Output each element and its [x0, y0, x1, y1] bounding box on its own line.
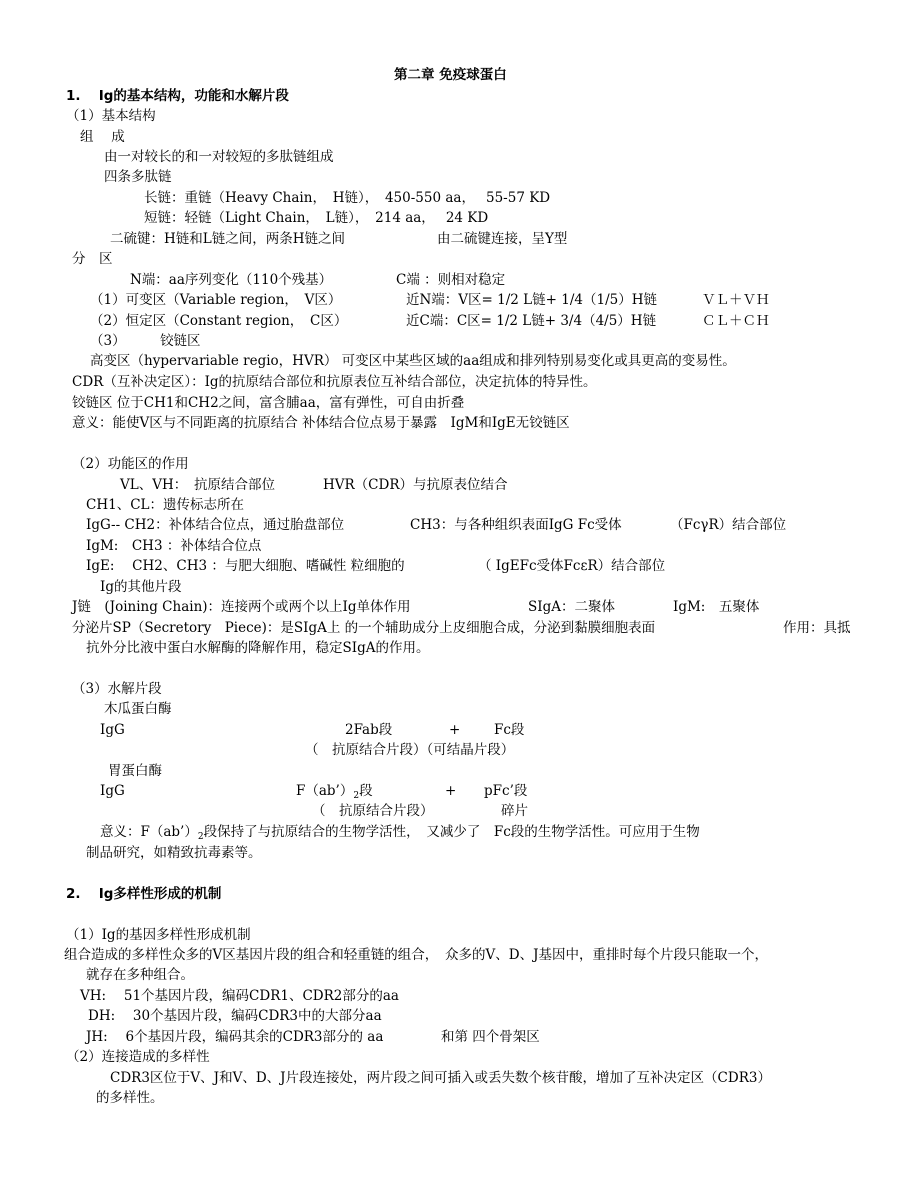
- pfc-fragment: pFc’段: [484, 783, 528, 799]
- hinge-description: 铰链区 位于CH1和CH2之间，富含脯aa，富有弹性，可自由折叠: [72, 395, 465, 411]
- papain-fragments-desc: （ 抗原结合片段）（可结晶片段）: [305, 742, 515, 758]
- composition-text: 由一对较长的和一对较短的多肽链组成: [104, 149, 334, 165]
- regions-label: 分 区: [72, 251, 113, 267]
- cdr-text: CDR（互补决定区）：Ig的抗原结合部位和抗原表位互补结合部位，决定抗体的特异性。: [72, 374, 597, 390]
- hinge-region-label: 铰链区: [160, 333, 201, 349]
- j-chain-text: J链 (Joining Chain)：连接两个或两个以上Ig单体作用: [72, 599, 411, 615]
- plus-sign: +: [449, 722, 461, 738]
- variable-region-label: （1）可变区（Variable region， V区）: [90, 292, 342, 308]
- variable-region-domains: ＶＬ＋ＶＨ: [702, 292, 770, 308]
- secretory-piece-text: 分泌片SP（Secretory Piece)：是SIgA上 的一个辅助成分上皮细胞合成，分泌到黏膜细胞表面: [72, 620, 656, 636]
- igm-ch3-text: IgM: CH3 ：补体结合位点: [86, 538, 262, 554]
- secretory-piece-function: 作用：具抵: [783, 620, 851, 636]
- other-fragments-label: Ig的其他片段: [100, 579, 182, 595]
- fab2-prefix: F（ab’）: [296, 783, 354, 799]
- combinatorial-diversity-continued: 就存在多种组合。: [86, 967, 194, 983]
- disulfide-line: 二硫键：H链和L链之间，两条H链之间: [110, 231, 346, 247]
- plus-sign: +: [445, 783, 457, 799]
- dh-gene-text: DH: 30个基因片段，编码CDR3中的大部分aa: [88, 1008, 382, 1024]
- fab2-suffix: 段: [359, 783, 373, 799]
- four-chains-label: 四条多肽链: [104, 169, 172, 185]
- hydrolysis-heading: （3）水解片段: [72, 681, 162, 697]
- constant-region-domains: ＣＬ＋ＣＨ: [702, 313, 770, 329]
- fragment-label: 碎片: [501, 803, 528, 819]
- secretory-piece-continued: 抗外分比液中蛋白水解酶的降解作用，稳定SIgA的作用。: [86, 640, 430, 656]
- n-terminal-text: N端：aa序列变化（110个残基）: [130, 272, 333, 288]
- functional-region-heading: （2）功能区的作用: [72, 456, 189, 472]
- papain-label: 木瓜蛋白酶: [104, 701, 172, 717]
- page-title: 第二章 免疫球蛋白: [394, 67, 507, 83]
- ige-receptor-text: （ IgEFc受体FcεR）结合部位: [478, 558, 666, 574]
- meaning-subscript: 2: [197, 832, 204, 842]
- hvr-binding-text: HVR（CDR）与抗原表位结合: [323, 477, 508, 493]
- long-chain-line: 长链：重链（Heavy Chain， H链）， 450-550 aa， 55-57 KD: [144, 190, 551, 206]
- igg-fcr-text: （FcγR）结合部位: [670, 517, 787, 533]
- igg-ch3-text: CH3：与各种组织表面IgG Fc受体: [410, 517, 622, 533]
- ige-text: IgE: CH2、CH3 ：与肥大细胞、嗜碱性 粒细胞的: [86, 558, 405, 574]
- hypervariable-region-text: 高变区（hypervariable regio，HVR） 可变区中某些区域的aa组成和排列特别易变化或具更高的变易性。: [90, 353, 736, 369]
- junctional-diversity-heading: （2）连接造成的多样性: [66, 1049, 210, 1065]
- meaning-suffix: 段保持了与抗原结合的生物学活性， 又减少了 Fc段的生物学活性。可应用于生物: [203, 824, 700, 840]
- jh-framework-text: 和第 四个骨架区: [441, 1029, 540, 1045]
- meaning-prefix: 意义：F（ab’）: [100, 824, 198, 840]
- vh-gene-text: VH: 51个基因片段，编码CDR1、CDR2部分的aa: [80, 988, 399, 1004]
- cdr3-junction-text: CDR3区位于V、J和V、D、J片段连接处，两片段之间可插入或丢失数个核苷酸，增加了互补决定区（CDR3）: [110, 1070, 771, 1086]
- basic-structure-heading: （1）基本结构: [66, 108, 156, 124]
- combinatorial-diversity-text: 组合造成的多样性众多的V区基因片段的组合和轻重链的组合， 众多的V、D、J基因中，重排时每个片段只能取一个，: [64, 947, 768, 963]
- cdr3-junction-continued: 的多样性。: [96, 1090, 164, 1106]
- hinge-meaning: 意义：能使V区与不同距离的抗原结合 补体结合位点易于暴露 IgM和IgE无铰链区: [72, 415, 570, 431]
- section-2-heading: 2. Ig多样性形成的机制: [66, 886, 222, 902]
- hinge-number: （3）: [90, 333, 126, 349]
- section-1-heading: 1. Ig的基本结构，功能和水解片段: [66, 88, 289, 104]
- ch1-cl-text: CH1、CL：遗传标志所在: [86, 497, 244, 513]
- gene-diversity-heading: （1）Ig的基因多样性形成机制: [66, 927, 251, 943]
- papain-igg: IgG: [100, 722, 125, 738]
- fab-fragment: 2Fab段: [345, 722, 393, 738]
- fc-fragment: Fc段: [494, 722, 525, 738]
- pepsin-meaning-continued: 制品研究，如精致抗毒素等。: [86, 845, 262, 861]
- vl-vh-text: VL、VH： 抗原结合部位: [120, 477, 275, 493]
- short-chain-line: 短链：轻链（Light Chain， L链）， 214 aa， 24 KD: [144, 210, 489, 226]
- variable-region-formula: 近N端：V区= 1/2 L链+ 1/4（1/5）H链: [406, 292, 657, 308]
- igm-pentamer-text: IgM: 五聚体: [673, 599, 760, 615]
- pepsin-igg: IgG: [100, 783, 125, 799]
- siga-dimer-text: SIgA：二聚体: [528, 599, 615, 615]
- pepsin-meaning: [100, 823, 700, 846]
- constant-region-formula: 近C端：C区= 1/2 L链+ 3/4（4/5）H链: [406, 313, 657, 329]
- fab2-subscript: 2: [353, 791, 360, 801]
- constant-region-label: （2）恒定区（Constant region， C区）: [90, 313, 348, 329]
- jh-gene-text: JH: 6个基因片段，编码其余的CDR3部分的 aa: [86, 1029, 384, 1045]
- pepsin-fragments-desc: （ 抗原结合片段）: [312, 803, 434, 819]
- composition-label: 组 成: [80, 129, 125, 145]
- disulfide-connection: 由二硫键连接，呈Y型: [437, 231, 568, 247]
- pepsin-label: 胃蛋白酶: [108, 763, 162, 779]
- igg-ch2-text: IgG-- CH2：补体结合位点，通过胎盘部位: [86, 517, 345, 533]
- c-terminal-text: C端 ：则相对稳定: [396, 272, 506, 288]
